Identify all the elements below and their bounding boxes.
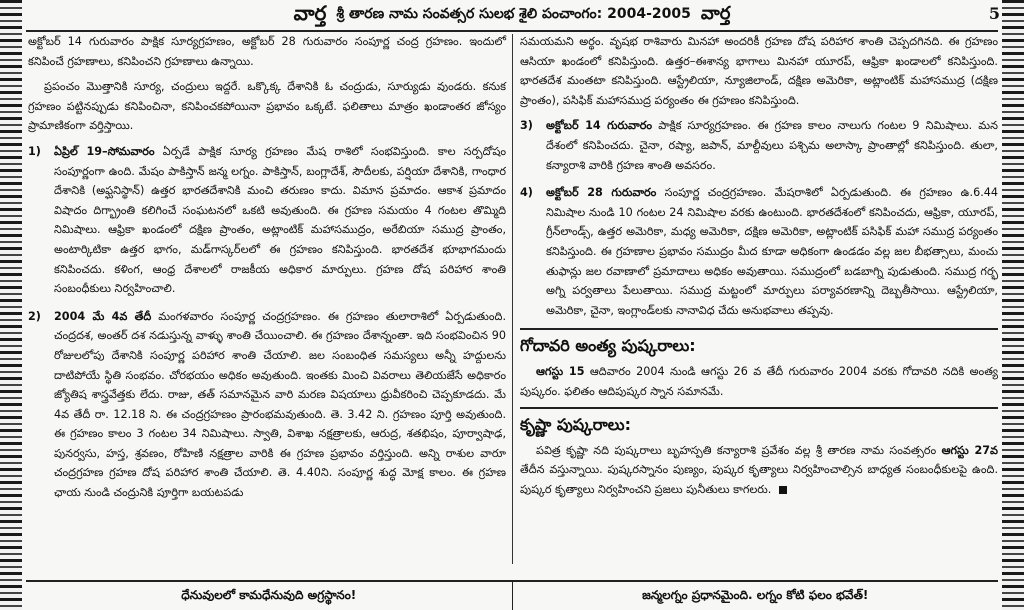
item-number: 3) bbox=[520, 119, 533, 133]
item-number: 1) bbox=[28, 144, 41, 158]
item-number: 2) bbox=[28, 309, 41, 323]
krishna-lead: ఆగస్టు 27వ bbox=[941, 443, 999, 457]
footer-right-quote: జన్మలగ్నం ప్రధానమైంది. లగ్నం కోటి ఫలం భవేత్! bbox=[642, 587, 869, 602]
item-number: 4) bbox=[520, 186, 533, 200]
item-body: పాక్షిక సూర్యగ్రహణం. ఈ గ్రహణ కాలం నాలుగు గంటల 9 నిమిషాలు. మన దేశంలో కనిపించదు. చైనా, రష్యా, జపాన్, మాల్దీవులు పశ్చిమ అలాస్కా ప్రాంతాల్లో కనిపిస్తుంది. తులా, కన్యారాశి వారికి గ్రహణ శాంతి అవసరం. bbox=[546, 119, 998, 172]
item-text bbox=[546, 116, 998, 175]
godavari-body: ఆదివారం 2004 నుండి ఆగస్టు 26 వ తేదీ గురువారం 2004 వరకు గోదావరి నదికి అంత్య పుష్కరం. ఫలితం ఆదిపుష్కర స్నాన సమానమే. bbox=[520, 364, 999, 398]
continued-paragraph: సమయమని అర్థం. వృషభ రాశివారు మినహా అందరికీ గ్రహణ దోష పరిహార శాంతి చెప్పదగినది. ఈ గ్రహణం ఆసియా ఖండంలో కనిపిస్తుంది. ఉత్తర–ఈశాన్య భాగాలు మినహా యూరప్, ఆఫ్రికా ఖండాలలో కనిపిస్తుంది. భారతదేశ మంతటా కనిపిస్తుంది. ఆస్ట్రేలియా, న్యూజిలాండ్, దక్షిణ అమెరికా, అట్లాంటిక్ మహాసముద్ర (దక్షిణ ప్రాంతం), పసిఫిక్ మహాసముద్ర పర్యంతం ఈ గ్రహణం కనిపిస్తుంది. bbox=[520, 35, 998, 107]
column-divider bbox=[512, 34, 513, 564]
end-square-icon bbox=[779, 486, 787, 494]
krishna-body-a: పవిత్ర కృష్ణా నది పుష్కరాలు బృహస్పతి కన్యారాశి ప్రవేశం వల్ల శ్రీ తారణ నామ సంవత్సరం bbox=[536, 443, 942, 457]
item-body: సంపూర్ణ చంద్రగ్రహణం. మేషరాశిలో ఏర్పడుతుంది. ఈ గ్రహణం ఉ.6.44 నిమిషాల నుండి 10 గంటల 24 నిమిషాల వరకు ఉంటుంది. భారతదేశంలో కనిపించదు, ఆఫ్రికా, యూరప్, గ్రీన్‌లాండ్స్, ఉత్తర అమెరికా, మధ్య అమెరికా, దక్షిణ అమెరికా, అట్లాంటిక్ పసిఫిక్ మహా సముద్ర పర్యంతం కనిపిస్తుంది. ఈ గ్రహణాల ప్రభావం సముద్రం మీద కూడా అధికంగా ఉండడం వల్ల జల బీభత్సాలు, మంచు తుఫాన్లు జల రవాణాలో ప్రమాదాలు అధికం అవుతాయి. సముద్రంలో బడబాగ్ని పుడుతుంది. సముద్ర గర్భ అగ్ని పర్వతాలు పేలుతాయి. సముద్ర మట్టంలో మార్పులు పర్యావరణాన్ని దెబ్బతీసాయి. ఆస్ట్రేలియా, అమెరికా, చైనా, ఇంగ్లాండ్‌లకు నానావిధ చేదు అనుభవాలు తప్పవు. bbox=[546, 186, 998, 317]
list-item bbox=[520, 116, 998, 175]
item-lead: 2004 మే 4వ తేదీ bbox=[54, 309, 152, 323]
page-number: 5 bbox=[988, 4, 1000, 23]
item-lead: అక్టోబర్ 14 గురువారం bbox=[546, 119, 653, 133]
page-title: శ్రీ తారణ నామ సంవత్సర సులభ శైలి పంచాంగం: 2004-2005 bbox=[336, 5, 691, 22]
item-lead: ఏప్రిల్ 19–సోమవారం bbox=[54, 144, 155, 158]
krishna-paragraph bbox=[520, 441, 998, 500]
vaartha-logo-left: వార్త bbox=[293, 0, 327, 25]
item-body: ఏర్పడే పాక్షిక సూర్య గ్రహణం మేష రాశిలో సంభవిస్తుంది. కాల సర్పదోషం సంపూర్ణంగా ఉంది. మేషం పాకిస్తాన్ జన్మ లగ్నం. పాకిస్తాన్, బంగ్లాదేశ్, సౌదీలకు, పర్షియా దేశానికి, గాంధార దేశానికి (అఫ్ఘనిస్థాన్) ఉత్తర భారతదేశానికి మంచి తరుణం కాదు. విమాన ప్రమాదం. ఆకాశ ప్రమాదం విషాదం దిగ్భ్రాంతి కలిగించే సంఘటనలో ఒకటి అవుతుంది. ఈ గ్రహణ సమయం 4 గంటల తొమ్మిది నిమిషాలు. ఆఫ్రికా ఖండంలో దక్షిణ ప్రాంతం, అట్లాంటిక్ మహాసముద్రం, అరేబియా సముద్ర ప్రాంతం, అంటార్కిటికా ఉత్తర భాగం, మడ్‌గాస్కర్‌లలో ఈ గ్రహణం కనిపిస్తుంది. భారతదేశ భూభాగమందు కనిపించదు. కళింగ, ఆంధ్ర దేశాలలో రాజకీయ అధికార మార్పులు. గ్రహణ దోష పరిహార శాంతి సంబంధీకులు నిర్వహించాలి. bbox=[54, 144, 506, 296]
list-item bbox=[520, 183, 998, 320]
item-text bbox=[546, 183, 998, 320]
list-item bbox=[28, 142, 506, 299]
krishna-body-b: తేదీన వస్తున్నాయి. పుష్కరస్నానం పుణ్యం, పుష్కర కృత్యాలు నిర్వహించాల్సిన బాధ్యత సంబంధీకులపై ఉంది. పుష్కర కృత్యాలు నిర్వహించని ప్రజలు పునీతులు కాగలరు. bbox=[520, 463, 998, 496]
left-column bbox=[28, 32, 506, 511]
item-text bbox=[54, 307, 506, 503]
item-text bbox=[54, 142, 506, 299]
right-column bbox=[520, 32, 998, 505]
list-item bbox=[28, 307, 506, 503]
intro-paragraph-2: ప్రపంచం మొత్తానికి సూర్య, చంద్రులు ఇద్దరే. ఒక్కొక్క దేశానికి ఓ చంద్రుడు, సూర్యుడు వుండరు. కనుక గ్రహణం పట్టినప్పుడు కనిపించినా, కనిపించకపోయినా ప్రభావం ఒక్కటే. ఫలితాలు మాత్రం ఖండాంతర జోస్యం ప్రామాణికంగా వర్తిస్తాయి. bbox=[28, 80, 506, 133]
section-rule bbox=[520, 407, 998, 409]
page-footer bbox=[26, 580, 998, 610]
item-body: మంగళవారం సంపూర్ణ చంద్రగ్రహణం. ఈ గ్రహణం తులారాశిలో ఏర్పడుతుంది. చంద్రదశ, అంతర్ దశ నడుస్తున్న వాళ్ళు శాంతి చేయించాలి. ఈ గ్రహణం దేశాన్నంతా. ఇది సంభవించిన 90 రోజులలోపు దేశానికి సంపూర్ణ పరిహార శాంతి చేయాలి. జల సంబంధిత సమస్యలు అన్నీ హద్దులను దాటిపోయే స్థితి సంభవం. చోరభయం అధికం అవుతుంది. ఇంతకు మించి వివరాలు తెలియజేసే అధికారం జ్యోతిష శాస్త్రవేత్తకు లేదు. రాజు, తత్ సమానమైన వారి మరణ విషయాలు ధ్రువీకరించి చెప్పకూడదు. మే 4వ తేదీ రా. 12.18 ని. ఈ చంద్రగ్రహణం ప్రారంభమవుతుంది. తె. 3.42 ని. గ్రహణం పూర్తి అవుతుంది. ఈ గ్రహణం కాలం 3 గంటల 34 నిమిషాలు. స్వాతి, విశాఖ నక్షత్రాలకు, ఆరుద్ర, శతభిషం, పూర్వాషాఢ, పునర్వసు, హస్త, శ్రవణం, రోహిణి నక్షత్రాల వారికి ఈ గ్రహణ ప్రభావం వర్తిస్తుంది. అన్ని రాశుల వారూ చంద్రగ్రహణ గ్రహణ దోష పరిహార శాంతి చేయాలి. తె. 4.40ని. సంపూర్ణ శుద్ధ మోక్ష కాలం. ఈ గ్రహణ ఛాయ నుండి చంద్రునికి పూర్తిగా బయటపడు bbox=[54, 309, 507, 500]
vaartha-logo-right: వార్త bbox=[700, 2, 731, 24]
section-heading-krishna: కృష్ణా పుష్కరాలు: bbox=[520, 415, 631, 435]
decorative-border-left bbox=[0, 0, 22, 610]
godavari-lead: ఆగస్టు 15 bbox=[536, 364, 585, 378]
intro-paragraph-1: అక్టోబర్ 14 గురువారం పాక్షిక సూర్యగ్రహణం, అక్టోబర్ 28 గురువారం సంపూర్ణ చంద్ర గ్రహణం. ఇందులో కనిపించే గ్రహణాలు, కనిపించని గ్రహణాలు ఉన్నాయి. bbox=[28, 35, 506, 68]
section-rule bbox=[520, 328, 998, 330]
page-header bbox=[26, 0, 998, 32]
item-lead: అక్టోబర్ 28 గురువారం bbox=[546, 186, 657, 200]
footer-left-quote: ధేనువులలో కామధేనువుది అగ్రస్థానం! bbox=[26, 582, 513, 610]
section-heading-godavari: గోదావరి అంత్య పుష్కరాలు: bbox=[520, 336, 696, 356]
decorative-border-right bbox=[1002, 0, 1024, 610]
godavari-paragraph bbox=[520, 362, 998, 401]
